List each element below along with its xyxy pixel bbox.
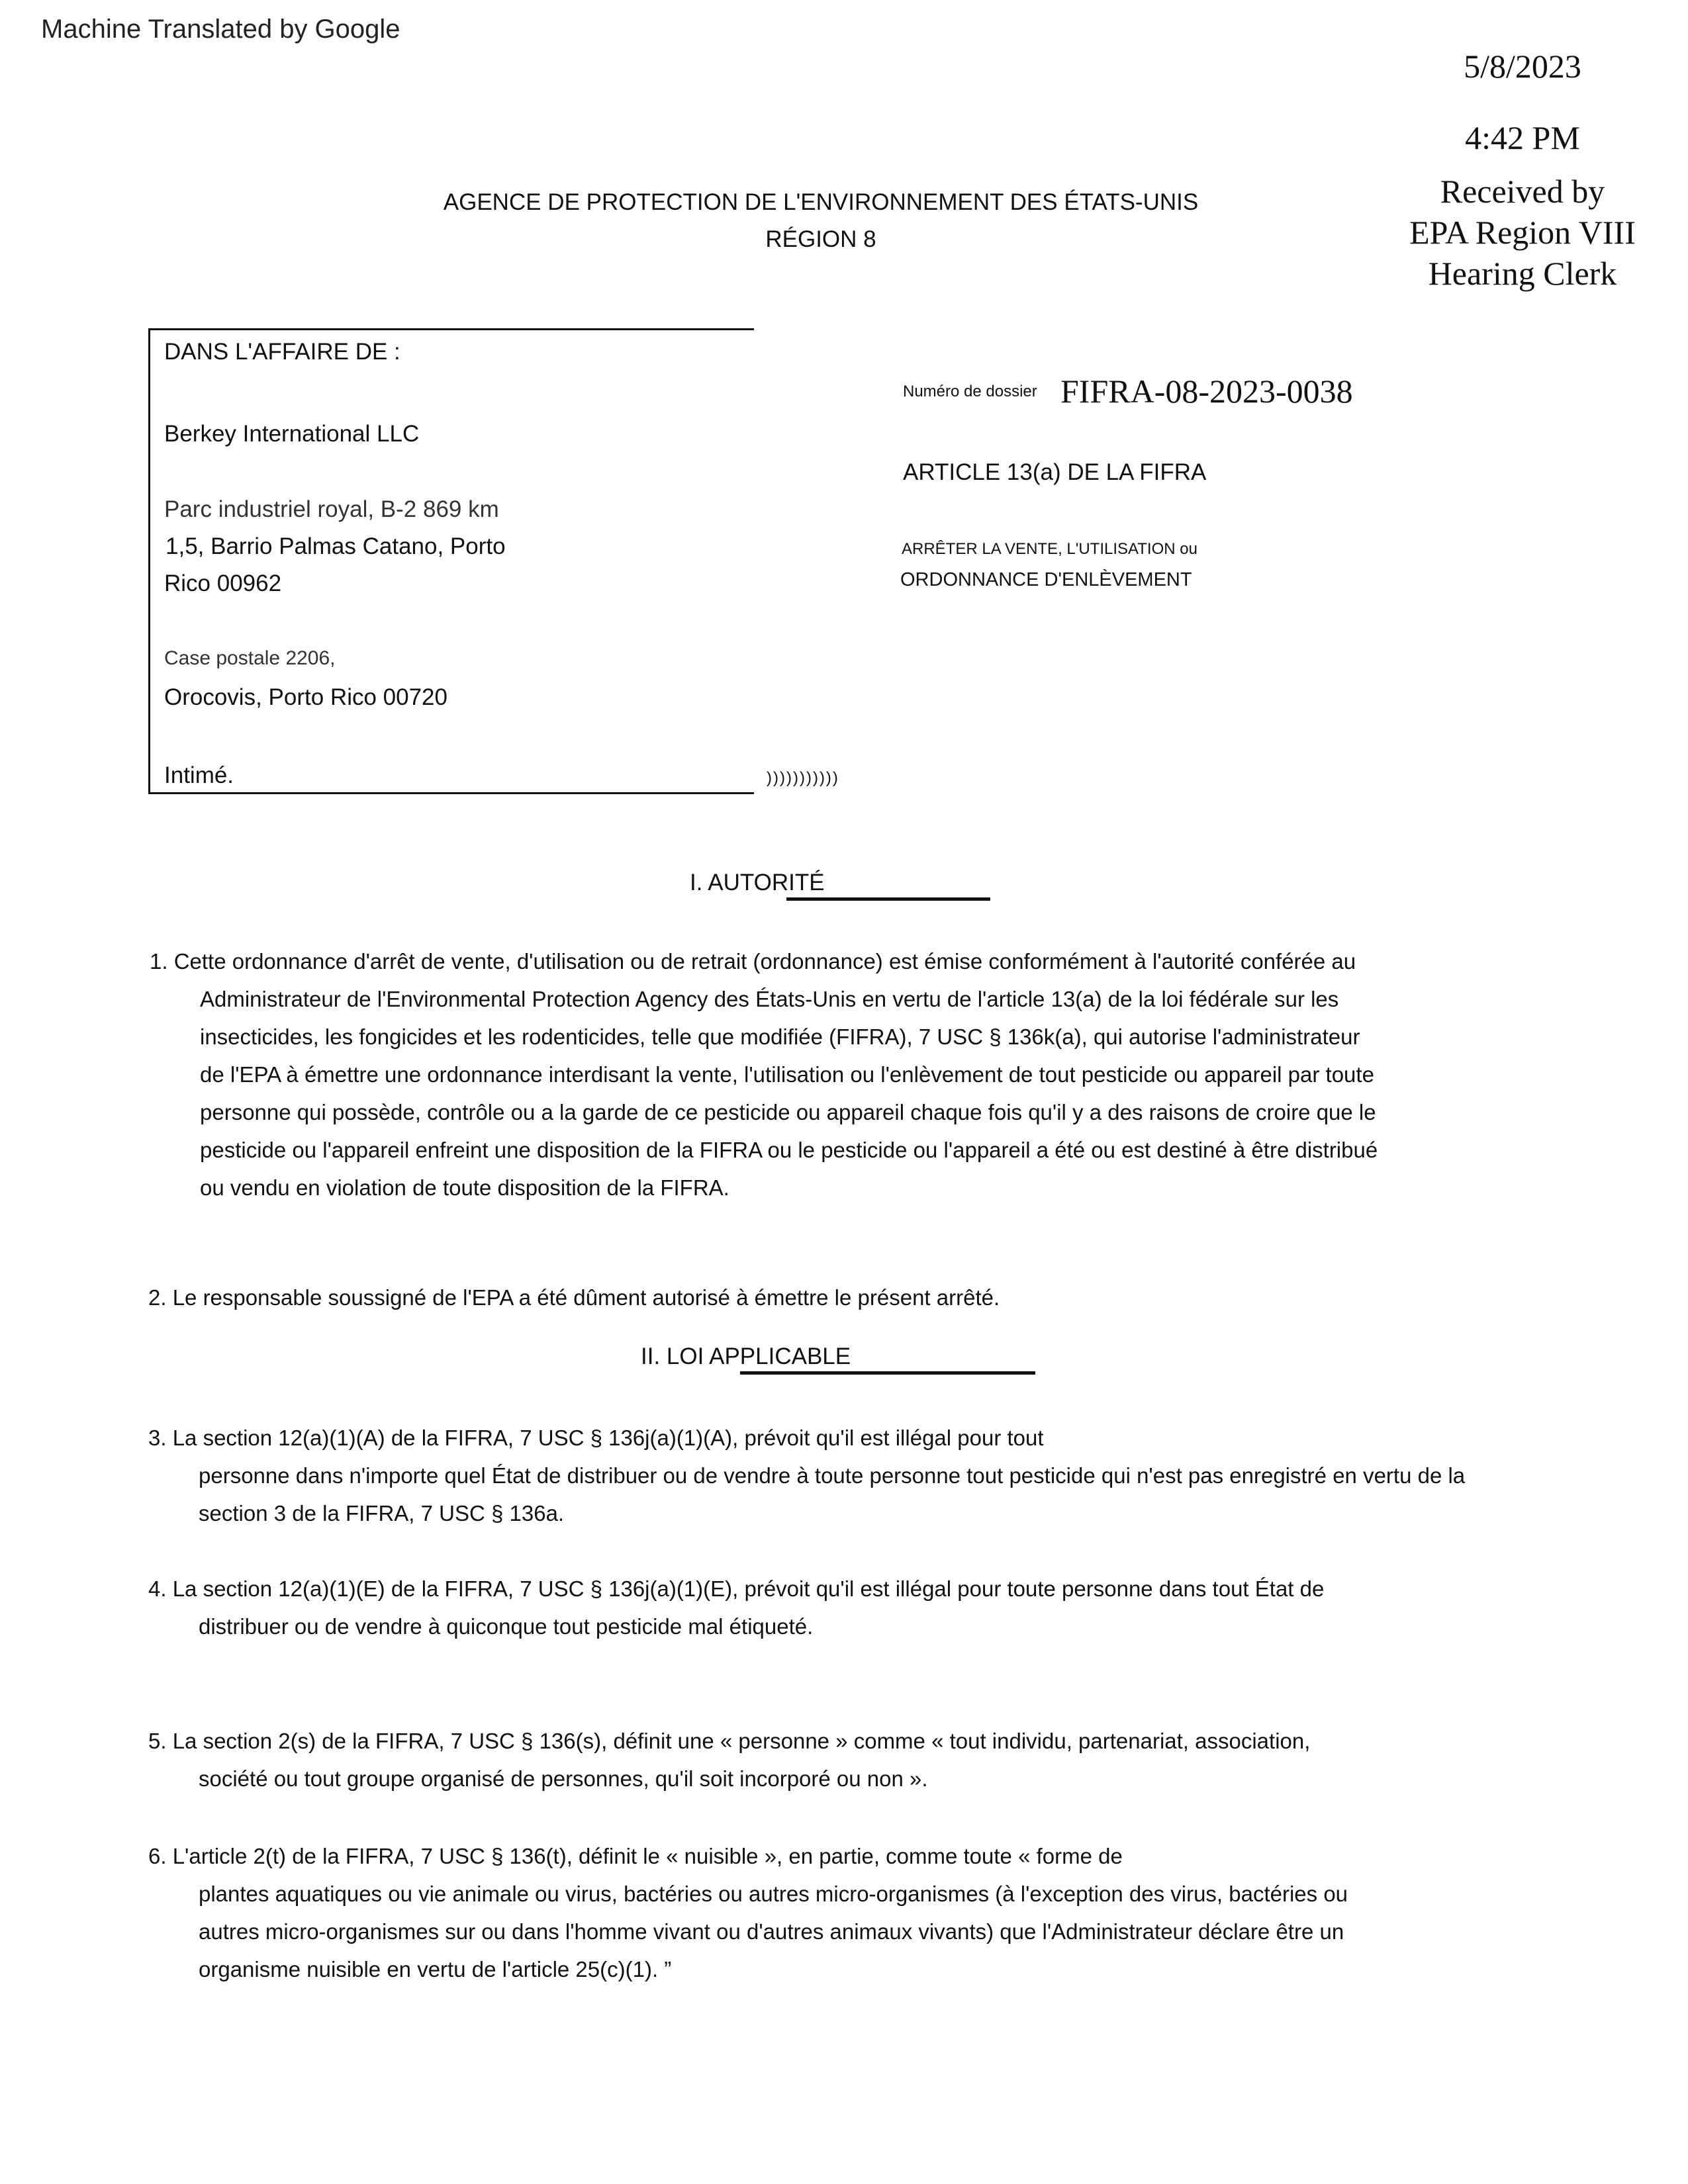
paragraph-1 bbox=[150, 942, 1378, 1206]
section-underline bbox=[786, 897, 990, 901]
paragraph-line: personne qui possède, contrôle ou a la garde de ce pesticide ou appareil chaque fois qu'il y a des raisons de croire que le bbox=[200, 1100, 1376, 1124]
paragraph-3 bbox=[148, 1419, 1465, 1532]
translation-note: Machine Translated by Google bbox=[41, 15, 400, 44]
paragraph-line: de l'EPA à émettre une ordonnance interdisant la vente, l'utilisation ou l'enlèvement de tout pesticide ou appareil par toute bbox=[200, 1062, 1374, 1087]
paragraph-line: société ou tout groupe organisé de personnes, qu'il soit incorporé ou non ». bbox=[199, 1766, 928, 1791]
city-line: Orocovis, Porto Rico 00720 bbox=[164, 684, 447, 710]
paragraph-line: insecticides, les fongicides et les rodenticides, telle que modifiée (FIFRA), 7 USC § 136k(a), qui autorise l'administrateur bbox=[200, 1024, 1360, 1049]
stamp-received-line: EPA Region VIII bbox=[1409, 214, 1636, 251]
address-line: Rico 00962 bbox=[164, 570, 282, 596]
paragraph-2 bbox=[148, 1279, 1000, 1316]
paragraph-line: ou vendu en violation de toute disposition de la FIFRA. bbox=[200, 1175, 729, 1200]
paragraph-line: 6. L'article 2(t) de la FIFRA, 7 USC § 136(t), définit le « nuisible », en partie, comme toute « forme de bbox=[148, 1844, 1123, 1868]
paragraph-line: pesticide ou l'appareil enfreint une disposition de la FIFRA ou le pesticide ou l'appareil a été ou est destiné à être distribué bbox=[200, 1138, 1378, 1162]
paragraph-line: 3. La section 12(a)(1)(A) de la FIFRA, 7 USC § 136j(a)(1)(A), prévoit qu'il est illégal pour tout bbox=[148, 1426, 1044, 1450]
paragraph-line: 4. La section 12(a)(1)(E) de la FIFRA, 7 USC § 136j(a)(1)(E), prévoit qu'il est illégal pour toute personne dans tout État de bbox=[148, 1576, 1325, 1601]
respondent-label: Intimé. bbox=[164, 762, 234, 788]
agency-title: AGENCE DE PROTECTION DE L'ENVIRONNEMENT DES ÉTATS-UNIS bbox=[443, 189, 1199, 215]
paragraph-line: 1. Cette ordonnance d'arrêt de vente, d'utilisation ou de retrait (ordonnance) est émise conformément à l'autorité conférée au bbox=[150, 949, 1356, 974]
section-heading-applicable-law: II. LOI APPLICABLE bbox=[641, 1343, 851, 1369]
paragraph-line: 5. La section 2(s) de la FIFRA, 7 USC § 136(s), définit une « personne » comme « tout individu, partenariat, association, bbox=[148, 1729, 1311, 1753]
stamp-date: 5/8/2023 bbox=[1464, 48, 1581, 85]
stamp-received-line: Hearing Clerk bbox=[1428, 255, 1617, 292]
party-name: Berkey International LLC bbox=[164, 421, 420, 447]
po-box: Case postale 2206, bbox=[164, 647, 336, 669]
paragraph-line: 2. Le responsable soussigné de l'EPA a été dûment autorisé à émettre le présent arrêté. bbox=[148, 1285, 1000, 1310]
article-reference: ARTICLE 13(a) DE LA FIFRA bbox=[903, 459, 1207, 485]
section-heading-authority: I. AUTORITÉ bbox=[690, 870, 825, 895]
region-title: RÉGION 8 bbox=[765, 226, 876, 252]
order-title-line: ORDONNANCE D'ENLÈVEMENT bbox=[900, 569, 1192, 590]
order-title-line: ARRÊTER LA VENTE, L'UTILISATION ou bbox=[902, 540, 1197, 558]
stamp-received-line: Received by bbox=[1440, 173, 1605, 210]
paragraph-line: Administrateur de l'Environmental Protection Agency des États-Unis en vertu de l'article 13(a) de la loi fédérale sur les bbox=[200, 987, 1339, 1011]
section-underline bbox=[740, 1371, 1035, 1375]
paragraph-line: autres micro-organismes sur ou dans l'homme vivant ou d'autres animaux vivants) que l'Administrateur déclare être un bbox=[199, 1919, 1344, 1944]
caption-box bbox=[148, 328, 754, 794]
paragraph-6 bbox=[148, 1837, 1348, 1988]
paragraph-line: personne dans n'importe quel État de distribuer ou de vendre à toute personne tout pesticide qui n'est pas enregistré en vertu de la bbox=[199, 1463, 1466, 1488]
caption-parentheses: ))))))))))) bbox=[767, 769, 839, 787]
paragraph-4 bbox=[148, 1570, 1324, 1645]
paragraph-5 bbox=[148, 1722, 1310, 1797]
paragraph-line: organisme nuisible en vertu de l'article 25(c)(1). ” bbox=[199, 1957, 672, 1981]
in-the-matter-label: DANS L'AFFAIRE DE : bbox=[164, 339, 400, 365]
received-stamp bbox=[1383, 46, 1662, 294]
paragraph-line: plantes aquatiques ou vie animale ou virus, bactéries ou autres micro-organismes (à l'exception des virus, bactéries ou bbox=[199, 1882, 1348, 1906]
address-line: 1,5, Barrio Palmas Catano, Porto bbox=[165, 533, 506, 559]
docket-label: Numéro de dossier bbox=[903, 383, 1037, 400]
address-line: Parc industriel royal, B-2 869 km bbox=[164, 496, 499, 522]
paragraph-line: section 3 de la FIFRA, 7 USC § 136a. bbox=[199, 1501, 565, 1525]
docket-number: FIFRA-08-2023-0038 bbox=[1060, 373, 1353, 410]
paragraph-line: distribuer ou de vendre à quiconque tout pesticide mal étiqueté. bbox=[199, 1614, 814, 1639]
stamp-time: 4:42 PM bbox=[1465, 119, 1580, 156]
